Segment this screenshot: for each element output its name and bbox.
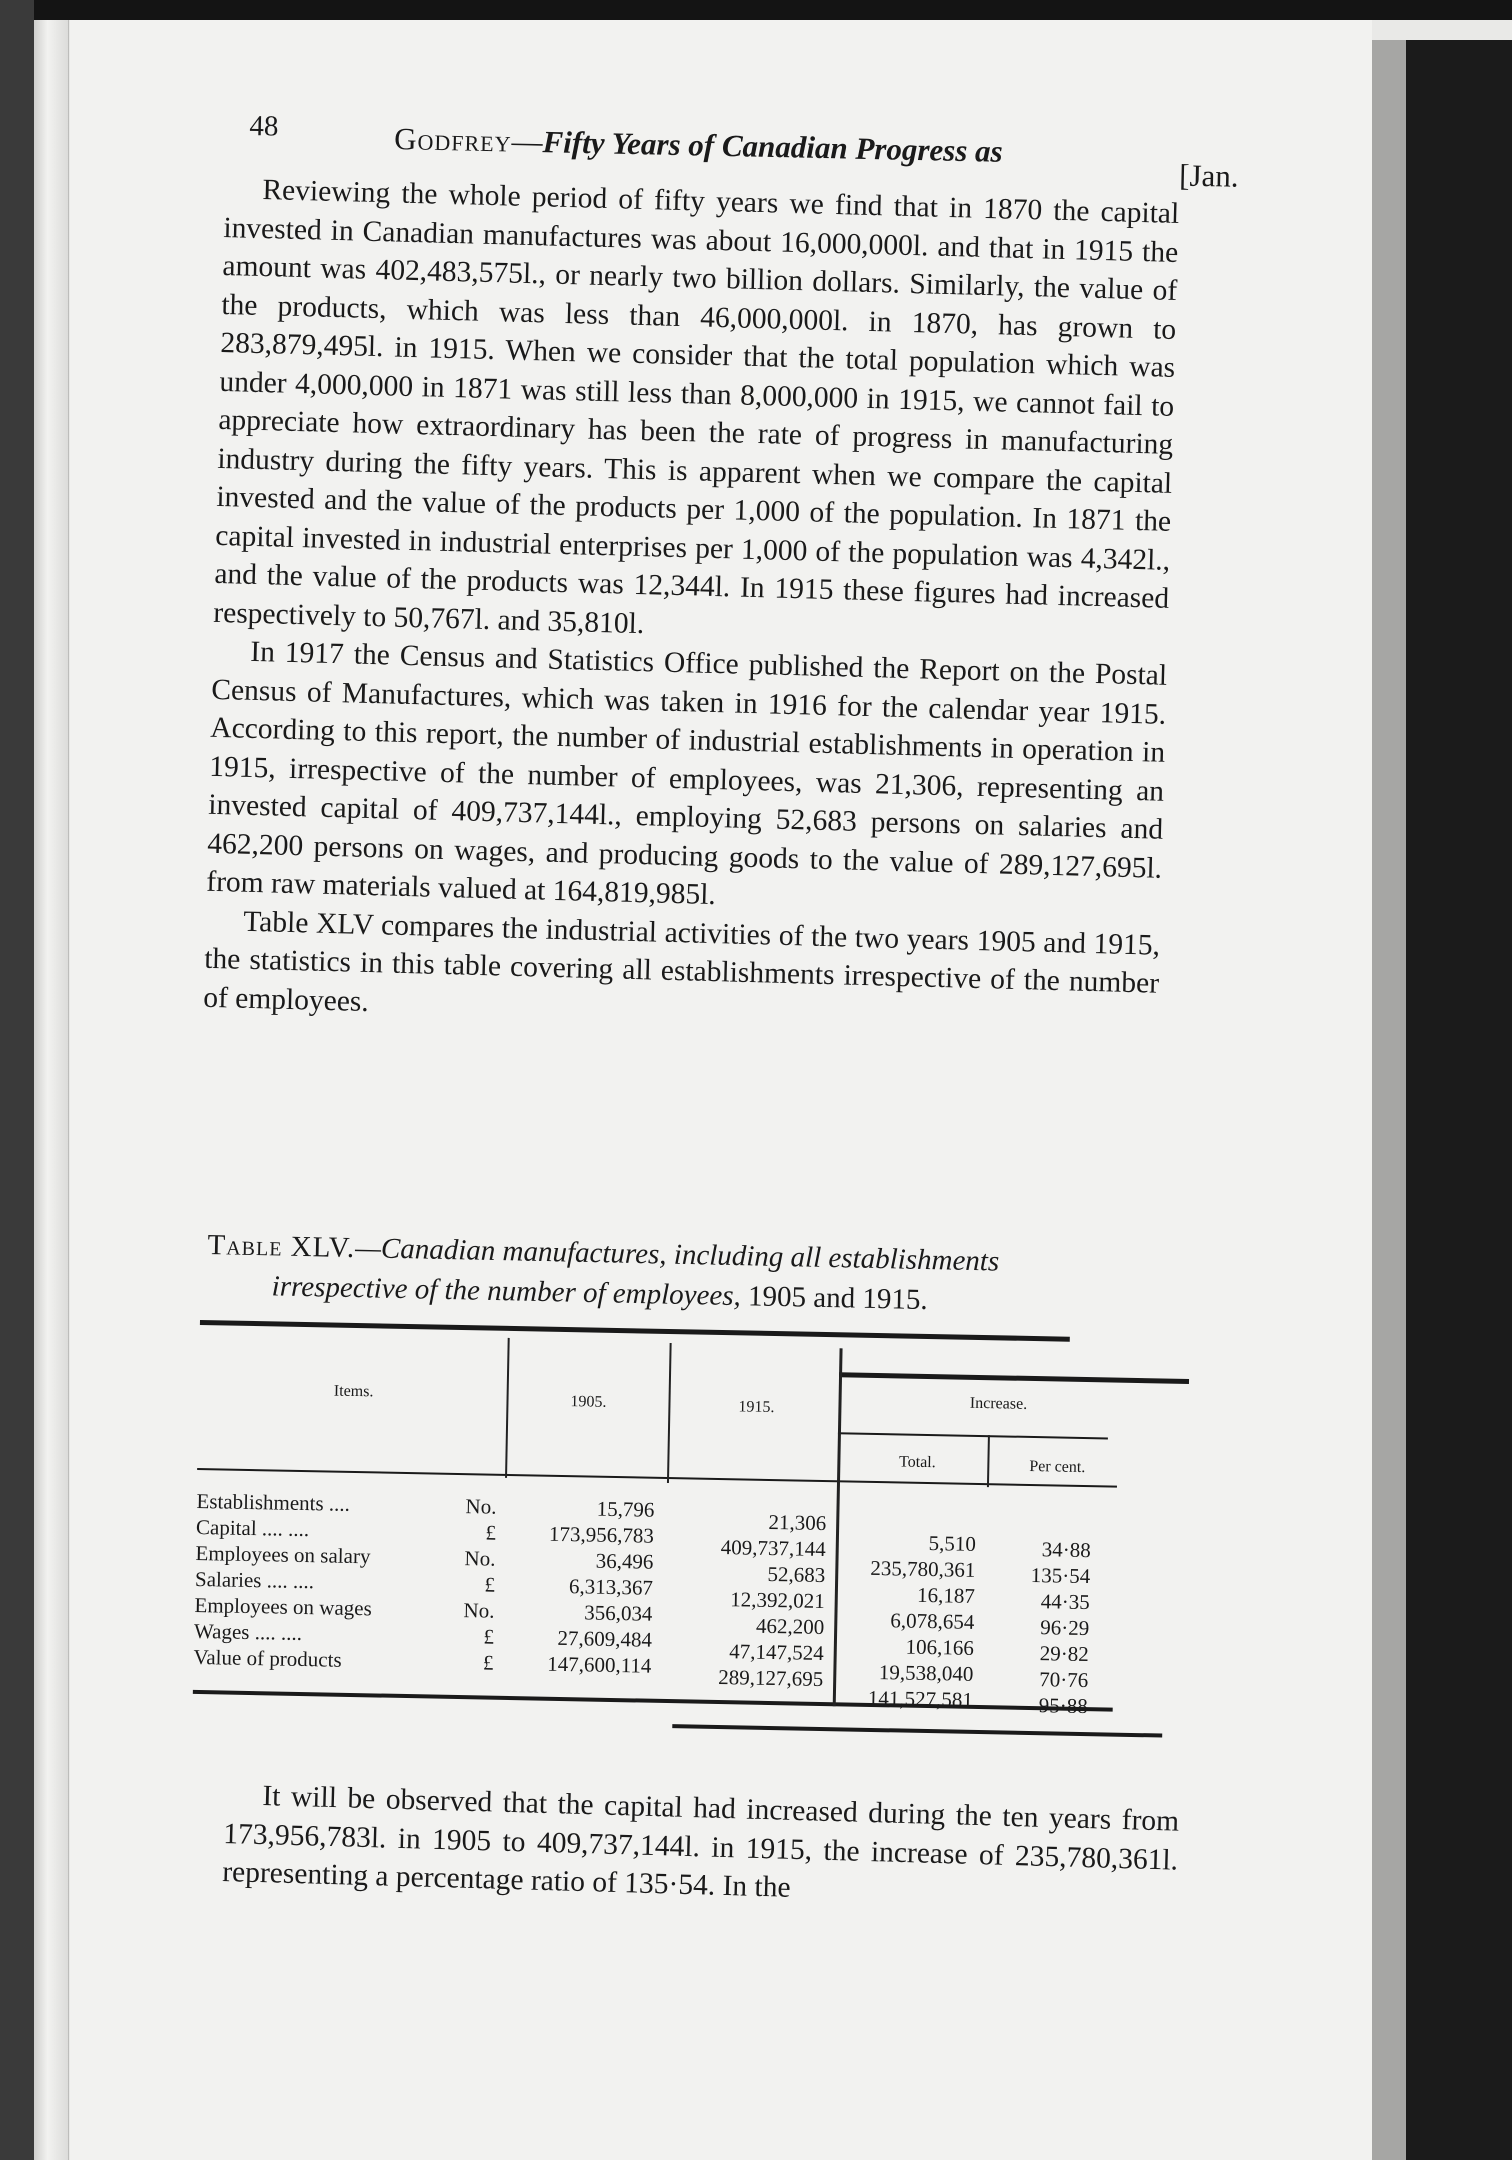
- cell-1905: 173,956,783: [548, 1521, 655, 1548]
- cell-1915: 462,200: [755, 1613, 825, 1640]
- cell-total: 16,187: [916, 1582, 976, 1608]
- stub-unit: No.: [464, 1546, 496, 1571]
- cell-1905: 15,796: [596, 1496, 655, 1522]
- cell-1915: 409,737,144: [720, 1535, 826, 1562]
- cell-per-cent: 70·76: [1039, 1667, 1089, 1693]
- stub-item: Wages: [193, 1618, 250, 1645]
- scan-top-border: [0, 0, 1512, 20]
- column-1905: [511, 1494, 654, 1679]
- stub-item: Employees on wages: [194, 1592, 373, 1621]
- cell-1915: 21,306: [768, 1509, 827, 1536]
- cell-1915: 52,683: [767, 1561, 826, 1588]
- cell-total: 106,166: [905, 1634, 975, 1660]
- cell-1905: 6,313,367: [568, 1574, 654, 1600]
- stub-item: Employees on salary: [195, 1540, 371, 1569]
- book-page-edges: [34, 20, 69, 2160]
- stub-unit: £: [482, 1650, 494, 1675]
- body-text-upper: [203, 170, 1180, 1042]
- cell-1905: 27,609,484: [557, 1625, 653, 1652]
- scan-right-border: [1406, 40, 1512, 2160]
- cell-per-cent: 95·88: [1038, 1693, 1088, 1719]
- table-caption-text-2: irrespective of the number of employees,: [271, 1270, 742, 1313]
- stub-unit: £: [484, 1572, 496, 1597]
- header-per-cent: Per cent.: [1029, 1457, 1086, 1477]
- cell-total: 5,510: [928, 1531, 977, 1556]
- author-name: Godfrey: [393, 121, 512, 159]
- stub-unit: £: [483, 1624, 495, 1649]
- stub-item: Salaries: [194, 1566, 262, 1593]
- column-divider: [505, 1338, 510, 1478]
- cell-per-cent: 34·88: [1041, 1537, 1091, 1563]
- cell-1915: 289,127,695: [718, 1665, 824, 1692]
- increase-sub-rule: [838, 1432, 1108, 1439]
- cell-total: 235,780,361: [870, 1555, 976, 1582]
- cell-total: 141,527,581: [867, 1685, 974, 1712]
- page-gutter-shadow: [1372, 40, 1406, 2160]
- table-stub-column: [193, 1488, 496, 1676]
- cell-1905: 147,600,114: [547, 1651, 652, 1678]
- stub-item: Value of products: [193, 1644, 342, 1672]
- column-divider: [667, 1343, 672, 1483]
- cell-1905: 356,034: [583, 1600, 653, 1626]
- table-end-rule: [672, 1724, 1162, 1737]
- table-bottom-rule: [193, 1690, 1113, 1712]
- stub-leader: .... ....: [261, 1516, 310, 1542]
- column-1915: [671, 1507, 826, 1692]
- header-increase: Increase.: [969, 1394, 1028, 1413]
- stub-unit: No.: [463, 1598, 495, 1623]
- column-per-cent: [993, 1535, 1091, 1719]
- running-title: [394, 121, 1003, 170]
- stub-unit: £: [485, 1520, 497, 1545]
- stub-unit: No.: [465, 1494, 497, 1519]
- stub-item: Capital: [195, 1514, 257, 1541]
- increase-top-rule: [839, 1372, 1189, 1384]
- header-total: Total.: [898, 1453, 936, 1472]
- page-number: 48: [249, 109, 279, 143]
- column-increase-total: [843, 1528, 976, 1712]
- header-1915: 1915.: [738, 1398, 775, 1417]
- header-1905: 1905.: [570, 1393, 607, 1411]
- stub-item: Establishments: [196, 1488, 324, 1516]
- cell-per-cent: 44·35: [1040, 1589, 1090, 1615]
- table-label: Table XLV.: [207, 1228, 356, 1265]
- stub-row: [193, 1644, 493, 1676]
- paragraph: It will be observed that the capital had increased during the ten years from 173,956,783l. in 1905 to 409,737,144l. in 1915, the increase of 235,780,361l. representing a percentage ratio of 135·54. In the: [221, 1780, 1180, 1904]
- cell-per-cent: 96·29: [1040, 1615, 1090, 1641]
- paragraph: In 1917 the Census and Statistics Office published the Report on the Postal Census of Manufactures, which was taken in 1916 for the calendar year 1915. According to this report, the number of industrial establishments in operation in 1915, irrespective of the number of employees, was 21,306, representing an invested capital of 409,737,144l., employing 52,683 persons on salaries and 462,200 persons on wages, and producing goods to the value of 289,127,695l. from raw materials valued at 164,819,985l.: [205, 635, 1168, 912]
- cell-total: 6,078,654: [890, 1608, 975, 1634]
- table-caption-text: —Canadian manufactures, including all establishments: [354, 1232, 1000, 1278]
- table-caption-years: 1905 and 1915.: [747, 1280, 929, 1317]
- header-items: Items.: [333, 1382, 374, 1401]
- cell-1915: 47,147,524: [729, 1639, 824, 1666]
- scan-left-border: [0, 0, 34, 2160]
- cell-total: 19,538,040: [878, 1660, 974, 1686]
- cell-1905: 36,496: [595, 1548, 654, 1574]
- data-table: [192, 1320, 1190, 1767]
- paragraph: Table XLV compares the industrial activities of the two years 1905 and 1915, the statistics in this table covering all establishments irrespective of the number of employees.: [202, 905, 1161, 1018]
- cell-per-cent: 135·54: [1030, 1562, 1091, 1589]
- title-separator: —: [511, 123, 543, 160]
- stub-leader: .... ....: [254, 1620, 303, 1646]
- cell-1915: 12,392,021: [730, 1587, 825, 1614]
- issue-date: [Jan.: [1178, 157, 1239, 194]
- paragraph: Reviewing the whole period of fifty years we find that in 1870 the capital invested in Canadian manufactures was about 16,000,000l. and that in 1915 the amount was 402,483,575l., or nearly two billion dollars. Similarly, the value of the products, which was less than 46,000,000l. in 1870, has grown to 283,879,495l. in 1915. When we consider that the total population which was under 4,000,000 in 1871 was still less than 8,000,000 in 1915, we cannot fail to appreciate how extraordinary has been the rate of progress in manufacturing industry during the fifty years. This is apparent when we compare the capital invested and the value of the products per 1,000 of the population. In 1871 the capital invested in industrial enterprises per 1,000 of the population was 4,342l., and the value of the products was 12,344l. In 1915 these figures had increased respectively to 50,767l. and 35,810l.: [212, 173, 1180, 640]
- stub-leader: ....: [328, 1491, 351, 1516]
- cell-per-cent: 29·82: [1039, 1641, 1089, 1667]
- stub-leader: .... ....: [266, 1568, 315, 1594]
- article-title: Fifty Years of Canadian Progress as: [542, 124, 1004, 169]
